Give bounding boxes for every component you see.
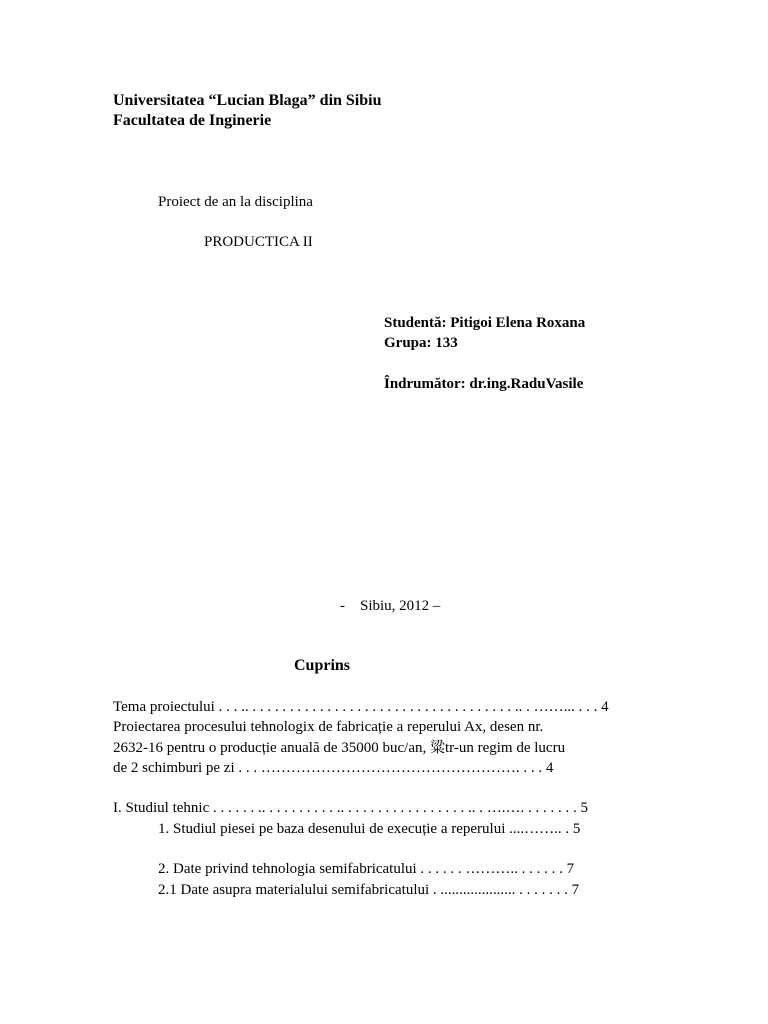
student-group: Grupa: 133 <box>384 335 458 351</box>
toc-line: I. Studiul tehnic . . . . . . .. . . . . . . . . . .. . . . . . . . . . . . . . . . . .. . ….…. . . . . . . . 5 <box>113 800 588 816</box>
faculty-name: Facultatea de Inginerie <box>113 112 272 129</box>
toc-line: 2.1 Date asupra materialului semifabricatului . .................... . . . . . . . 7 <box>158 882 580 898</box>
student-name: Studentă: Pitigoi Elena Roxana <box>384 315 586 331</box>
discipline-name: PRODUCTICA II <box>204 234 313 250</box>
university-name: Universitatea “Lucian Blaga” din Sibiu <box>113 92 382 109</box>
advisor-name: Îndrumător: dr.ing.RaduVasile <box>384 376 584 392</box>
toc-title: Cuprins <box>294 657 351 674</box>
toc-line: Tema proiectului . . . .. . . . . . . . . . . . . . . . . . . . . . . . . . . . . . . . . . . . .. . ……... . . . 4 <box>113 699 609 715</box>
toc-line: de 2 schimburi pe zi . . . ……………………………………………. . . . 4 <box>113 760 554 776</box>
toc-line: 2632-16 pentru o producție anuală de 35000 buc/an, 粱tr-un regim de lucru <box>113 740 566 756</box>
toc-line: Proiectarea procesului tehnologix de fabricație a reperului Ax, desen nr. <box>113 719 544 735</box>
place-date: - Sibiu, 2012 – <box>340 598 441 614</box>
toc-line: 1. Studiul piesei pe baza desenului de execuție a reperului ....…….. . 5 <box>158 821 581 837</box>
project-intro: Proiect de an la disciplina <box>158 194 313 210</box>
toc-line: 2. Date privind tehnologia semifabricatului . . . . . . ……….. . . . . . . 7 <box>158 861 575 877</box>
